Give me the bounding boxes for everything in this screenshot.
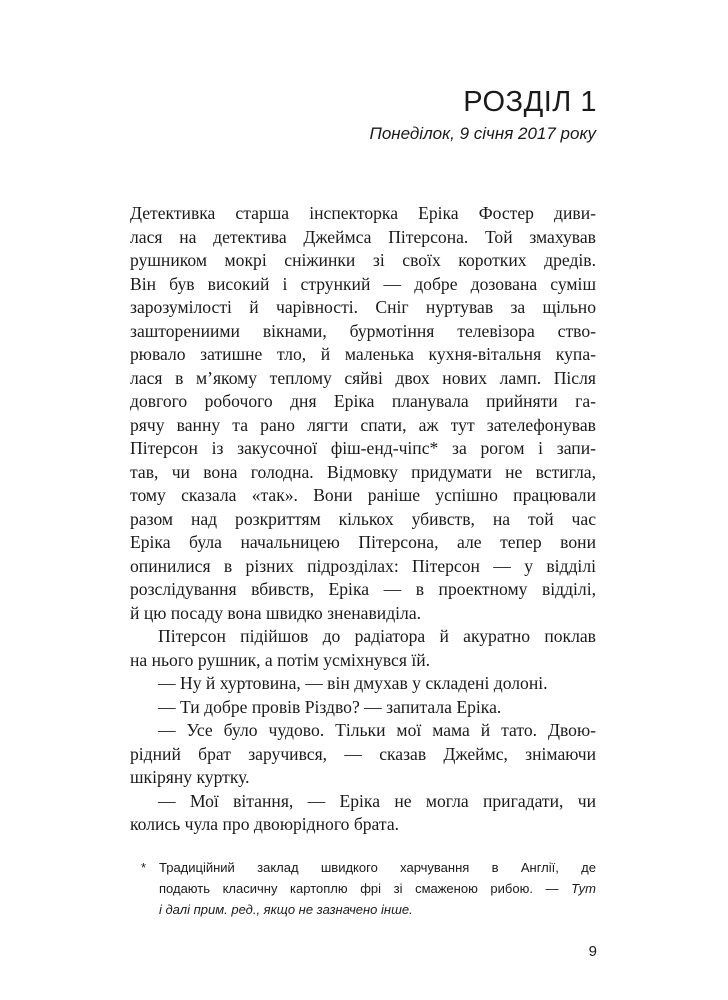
text-line: рячу ванну та рано лягти спати, аж тут зателефонував [130,414,596,435]
footnote-mark: * [141,860,147,875]
text-line: тому сказала «так». Вони раніше успішно працювали [130,485,596,505]
paragraph-5 [130,719,596,790]
text-line: лася в м’якому теплому сяйві двох нових ламп. Після [130,367,596,388]
text-line: — Усе було чудово. Тільки мої мама й тато. Двою- [158,720,596,740]
text-line: розслідування вбивств, Еріка — в проектному відділі, [130,579,596,599]
paragraph-4 [130,696,596,720]
paragraph-2 [130,625,596,672]
text-line: — Мої вітання, — Еріка не могла пригадати, чи [158,790,596,811]
paragraph-6 [130,790,596,837]
footnote-line [159,878,596,899]
text-line: лася на детектива Джеймса Пітерсона. Той змахував [130,226,596,247]
text-line: Пітерсон із закусочної фіш-енд-чіпс* за рогом і запи- [130,438,596,458]
footnote-line: Традиційний заклад швидкого харчування в Англії, де [159,860,596,875]
text-line: разом над розкриттям кількох убивств, на той час [130,508,596,529]
text-line: Він був високий і стрункий — добре дозована суміш [130,273,596,294]
chapter-date: Понеділок, 9 січня 2017 року [369,124,596,143]
text-line: зашторениими вікнами, бурмотіння телевізора ство- [130,320,596,341]
footnote-line: і далі прим. ред., якщо не зазначено інше. [159,902,413,917]
footnote-italic-text: Тут [571,881,596,896]
text-line: тав, чи вона голодна. Відмовку придумати не встигла, [130,461,596,482]
chapter-title: РОЗДІЛ 1 [463,86,597,118]
paragraph-1 [130,202,596,625]
text-line: й цю посаду вона швидко зненавиділа. [130,602,422,623]
text-line: шкіряну куртку. [130,767,250,787]
text-line: — Ти добре провів Різдво? — запитала Еріка. [158,696,502,717]
text-line: рювало затишне тло, й маленька кухня-вітальня купа- [130,344,596,364]
text-line: зарозумілості й чарівності. Сніг нуртував за щільно [130,297,596,317]
text-line: опинилися в різних підрозділах: Пітерсон — у відділі [130,555,596,576]
page-number: 9 [588,943,597,960]
text-line: рушником мокрі сніжинки зі своїх коротких дредів. [130,250,596,270]
text-line: Пітерсон підійшов до радіатора й акуратно поклав [158,626,596,646]
text-line: — Ну й хуртовина, — він дмухав у складені долоні. [158,673,548,693]
text-line: колись чула про двоюрідного брата. [130,814,400,834]
text-line: довгого робочого дня Еріка планувала прийняти га- [130,391,596,411]
text-line: рідний брат заручився, — сказав Джеймс, знімаючи [130,743,596,764]
text-line: Детективка старша інспекторка Еріка Фостер диви- [130,203,596,223]
text-line: Еріка була начальницею Пітерсона, але тепер вони [130,532,596,552]
text-line: на нього рушник, а потім усміхнувся їй. [130,649,431,670]
footnote-text: подають класичну картоплю фрі зі смаженою рибою. — [159,881,572,896]
body-text [130,202,596,837]
paragraph-3 [130,672,596,696]
footnote [141,857,596,920]
